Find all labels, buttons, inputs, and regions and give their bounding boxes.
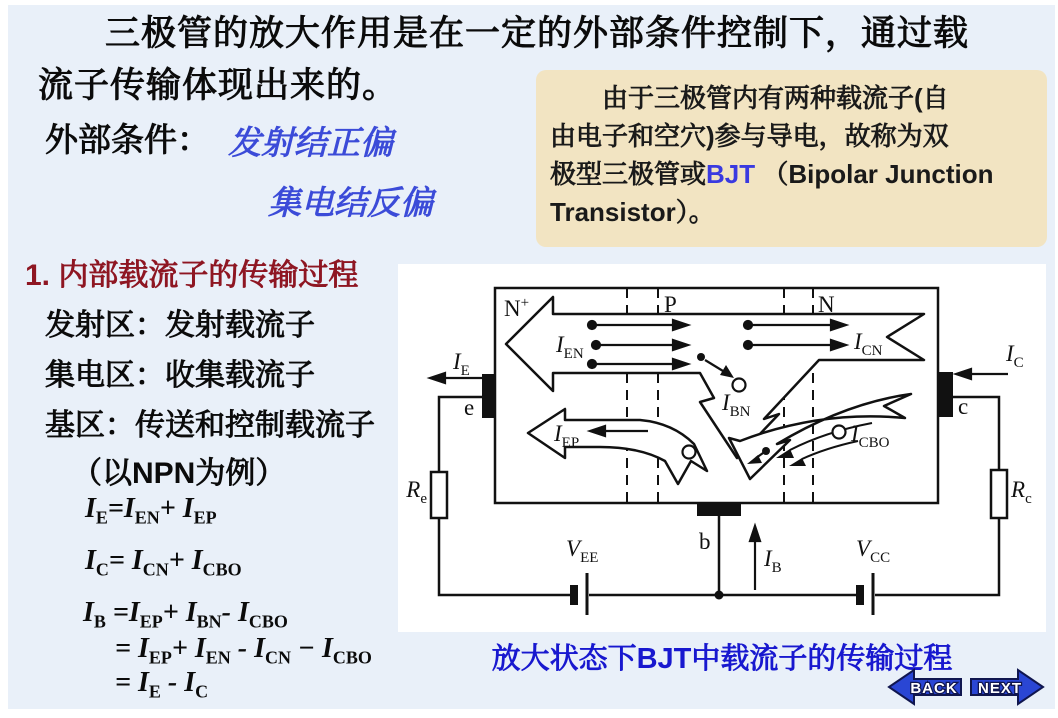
equation-ie: $I_E=I_{EN}+ I_{EP}$: [85, 493, 217, 528]
ie-arrow: [430, 373, 486, 383]
battery-vcc: [856, 573, 873, 615]
label-icbo: $I_{CBO}$: [851, 421, 890, 451]
note-box-line: Transistor）。: [550, 197, 715, 227]
title-line-2: 流子传输体现出来的。: [38, 66, 399, 105]
equation-ib-simplified: = $I_E - I_C$: [115, 667, 209, 702]
title-line-1: 三极管的放大作用是在一定的外部条件控制下，通过载: [105, 14, 970, 53]
label-vcc: $V_{CC}$: [856, 536, 891, 566]
label-icn: $I_{CN}$: [854, 329, 883, 359]
next-button-label: NEXT: [977, 680, 1023, 697]
region-label-emitter: N+: [504, 295, 530, 321]
label-rc: $R_c$: [1011, 477, 1032, 507]
bjt-diagram: [398, 264, 1046, 632]
condition-emitter-junction: 发射结正偏: [228, 124, 393, 161]
note-box-line: 极型三极管或BJT （Bipolar Junction: [550, 159, 994, 189]
battery-vee: [570, 573, 587, 615]
nav-buttons: [886, 666, 1046, 708]
note-box-line: 由于三极管内有两种载流子(自: [602, 83, 949, 113]
external-conditions-label: 外部条件：: [45, 121, 210, 158]
base-contact: [697, 503, 741, 516]
label-ie: $I_E$: [453, 349, 470, 379]
back-button[interactable]: [886, 666, 964, 708]
resistor-rc: [991, 470, 1007, 518]
note-box-line: 由电子和空穴)参与导电，故称为双: [550, 121, 949, 151]
label-terminal-b: b: [699, 529, 711, 554]
back-button-label: BACK: [910, 680, 958, 697]
collector-contact: [938, 372, 953, 417]
next-button[interactable]: [968, 666, 1046, 708]
resistor-re: [431, 472, 447, 518]
condition-collector-junction: 集电结反偏: [268, 184, 433, 221]
figure-caption: 放大状态下BJT中载流子的传输过程: [491, 643, 953, 675]
section-item-collector: 集电区：收集载流子: [45, 359, 315, 392]
label-re: $R_e$: [406, 477, 427, 507]
section-item-npn-note: （以NPN为例）: [72, 457, 286, 490]
label-terminal-e: e: [464, 395, 475, 420]
label-vee: $V_{EE}$: [566, 536, 599, 566]
bjt-carrier-transport-figure: [398, 264, 1046, 632]
label-ic: $I_C$: [1006, 341, 1024, 371]
section-item-base: 基区：传送和控制载流子: [45, 409, 375, 442]
region-label-collector: N: [818, 292, 835, 317]
region-label-base: P: [664, 292, 677, 317]
equation-ic: $I_C= I_{CN}+ I_{CBO}$: [85, 545, 242, 580]
equation-ib-expanded: = $I_{EP}+ I_{EN} - I_{CN} - I_{CBO}$: [115, 633, 372, 668]
label-ibn: $I_{BN}$: [722, 390, 751, 420]
ib-arrow: [750, 526, 760, 590]
bjt-note-box: [536, 70, 1047, 247]
section-heading: 1. 内部载流子的传输过程: [25, 259, 359, 292]
section-item-emitter: 发射区：发射载流子: [45, 309, 315, 342]
equation-ib: $I_B =I_{EP}+ I_{BN}-$ $I_{CBO}$: [83, 597, 288, 632]
label-iep: $I_{EP}$: [554, 421, 580, 451]
label-terminal-c: c: [958, 394, 969, 419]
label-ien: $I_{EN}$: [556, 332, 584, 362]
ic-arrow: [956, 369, 1008, 379]
label-ib: $I_B$: [764, 546, 782, 576]
